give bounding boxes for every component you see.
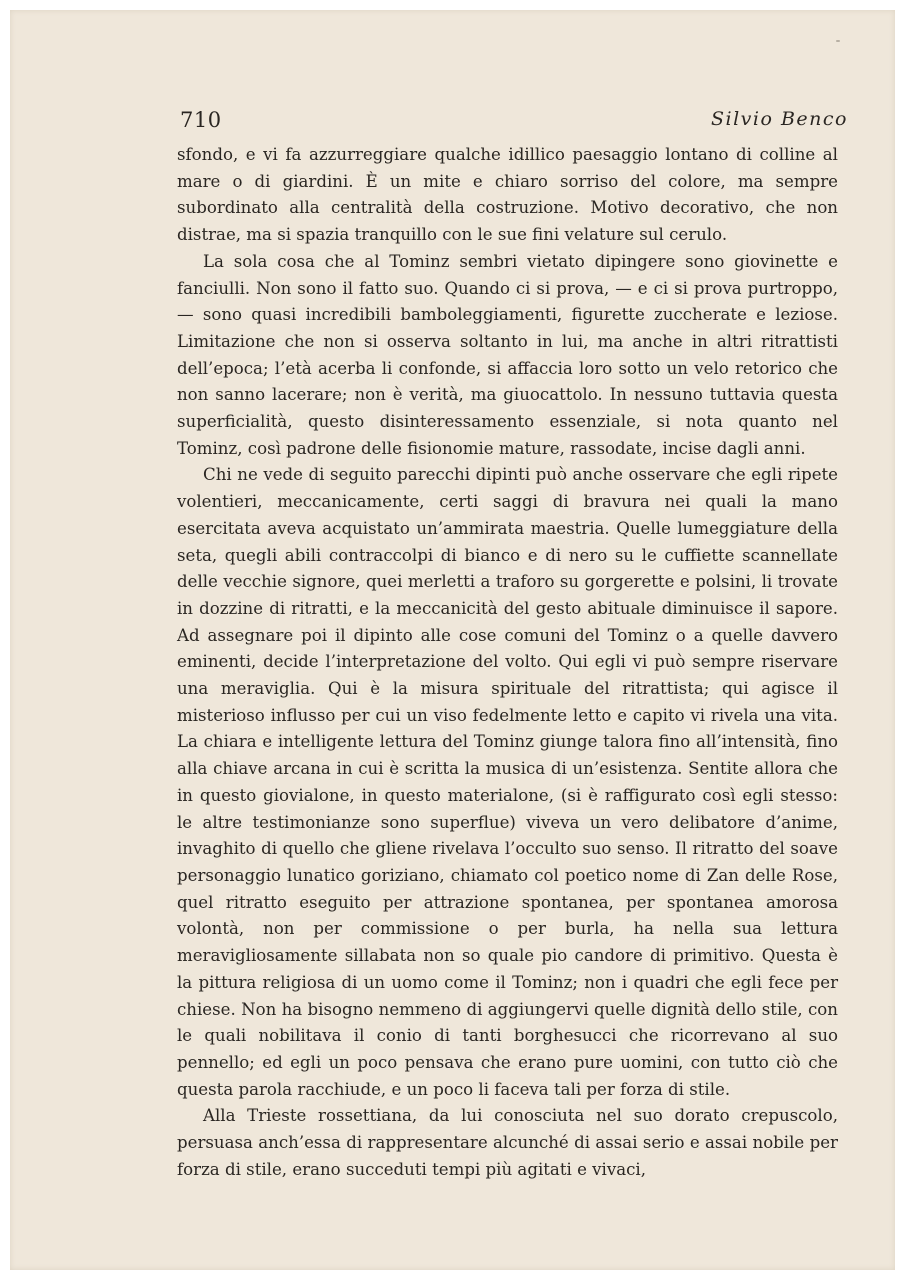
page-number: 710 [180,108,222,132]
page-header [180,106,848,140]
running-head-author: Silvio Benco [711,108,848,130]
paper-speck [836,40,840,42]
paragraph: Alla Trieste rossettiana, da lui conosciuta nel suo dorato crepuscolo, persuasa anch’essa di rappresentare alcunché di assai serio e assai nobile per forza di stile, erano succeduti tempi più agitati e vivaci, [177,1106,838,1179]
paragraph-continued: sfondo, e vi fa azzurreggiare qualche idillico paesaggio lontano di colline al mare o di giardini. È un mite e chiaro sorriso del colore, ma sempre subordinato alla centralità della costruzione. Motivo decorativo, che non distrae, ma si spazia tranquillo con le sue fini velature sul cerulo. [177,145,838,245]
paragraph: Chi ne vede di seguito parecchi dipinti può anche osservare che egli ripete volentieri, meccanicamente, certi saggi di bravura nei quali la mano esercitata aveva acquistato un’ammirata maestria. Quelle lumeggiature della seta, quegli abili contraccolpi di bianco e di nero su le cuffiette scannellate delle vecchie signore, quei merletti a traforo su gorgerette e polsini, li trovate in dozzine di ritratti, e la meccanicità del gesto abituale diminuisce il sapore. Ad assegnare poi il dipinto alle cose comuni del Tominz o a quelle davvero eminenti, decide l’interpretazione del volto. Qui egli vi può sempre riservare una meraviglia. Qui è la misura spirituale del ritrattista; qui agisce il misterioso influsso per cui un viso fedelmente letto e capito vi rivela una vita. La chiara e intelligente lettura del Tominz giunge talora fino all’intensità, fino alla chiave arcana in cui è scritta la musica di un’esistenza. Sentite allora che in questo giovialone, in questo materialone, (si è raffigurato così egli stesso: le altre testimonianze sono superflue) viveva un vero delibatore d’anime, invaghito di quello che gliene rivelava l’occulto suo senso. Il ritratto del soave personaggio lunatico goriziano, chiamato col poetico nome di Zan delle Rose, quel ritratto eseguito per attrazione spontanea, per spontanea amorosa volontà, non per commissione o per burla, ha nella sua lettura meravigliosamente sillabata non so quale pio candore di primitivo. Questa è la pittura religiosa di un uomo come il Tominz; non i quadri che egli fece per chiese. Non ha bisogno nemmeno di aggiungervi quelle dignità dello stile, con le quali nobilitava il conio di tanti borghesucci che ricorrevano al suo pennello; ed egli un poco pensava che erano pure uomini, con tutto ciò che questa parola racchiude, e un poco li faceva tali per forza di stile. [177,465,838,1099]
paragraph: La sola cosa che al Tominz sembri vietato dipingere sono giovinette e fanciulli. Non sono il fatto suo. Quando ci si prova, — e ci si prova purtroppo, — sono quasi incredibili bamboleggiamenti, figurette zuccherate e leziose. Limitazione che non si osserva soltanto in lui, ma anche in altri ritrattisti dell’epoca; l’età acerba li confonde, si affaccia loro sotto un velo retorico che non sanno lacerare; non è verità, ma giuocattolo. In nessuno tuttavia questa superficialità, questo disinteressamento essenziale, si nota quanto nel Tominz, così padrone delle fisionomie mature, rassodate, incise dagli anni. [177,251,838,458]
body-text [177,142,838,1183]
